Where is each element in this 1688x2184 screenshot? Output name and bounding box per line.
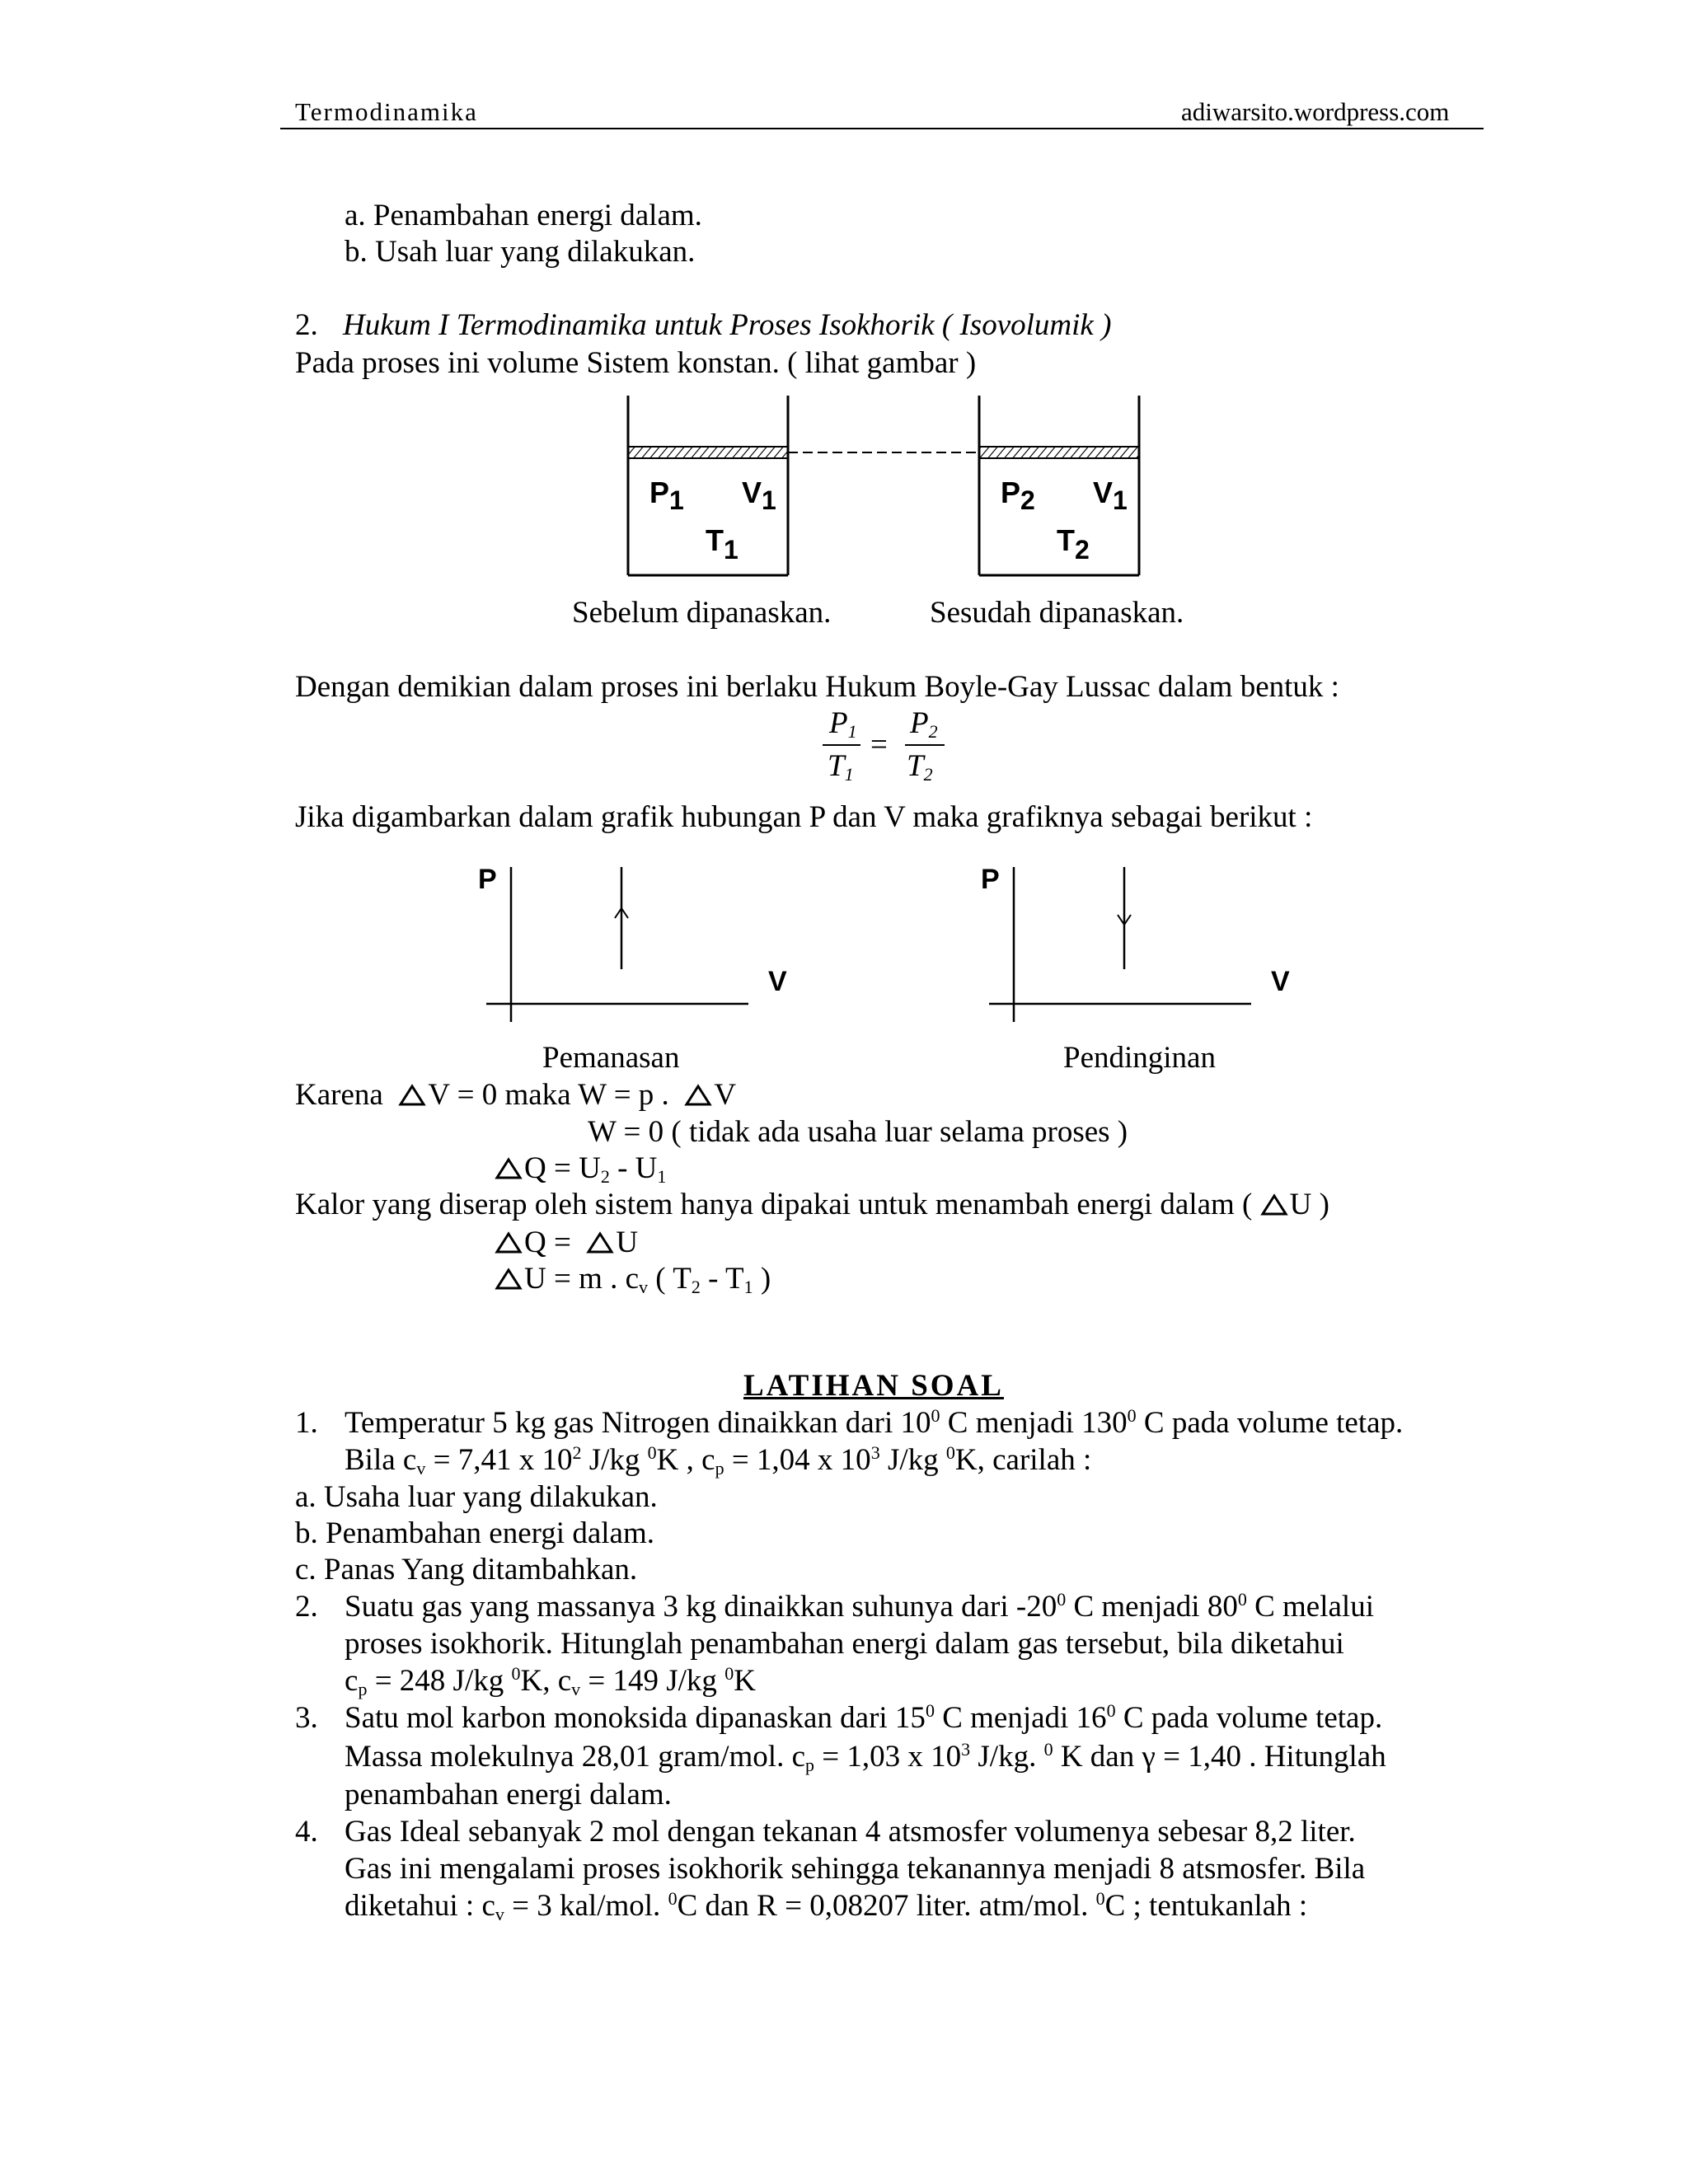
graph-intro: Jika digambarkan dalam grafik hubungan P dan V maka grafiknya sebagai berikut : [295, 800, 1313, 834]
list-item-b: b. Usah luar yang dilakukan. [345, 235, 696, 269]
fraction-bar-right [905, 744, 945, 746]
section-title: Hukum I Termodinamika untuk Proses Isokhorik ( Isovolumik ) [343, 308, 1112, 342]
graph-heating [470, 857, 816, 1030]
delta-icon [495, 1157, 523, 1180]
eq-dq: $Q = U_2 - U_1$ [495, 1151, 666, 1187]
label-p-after: P2 [1001, 476, 1035, 515]
eq-dq-du: Q = U [495, 1225, 638, 1261]
graph-cooling-x-label: V [1271, 966, 1290, 997]
label-p-before: P1 [649, 476, 684, 515]
section-number: 2. [295, 308, 318, 342]
fraction-bar-left [823, 744, 860, 746]
graph-heating-x-label: V [768, 966, 787, 997]
label-t-before: T1 [706, 523, 738, 565]
piston-after [979, 447, 1139, 458]
eq-kalor: Kalor yang diserap oleh sistem hanya dipakai untuk menambah energi dalam ( U ) [295, 1188, 1329, 1221]
formula-equals: = [870, 728, 888, 762]
q2-number: 2. [295, 1590, 318, 1624]
label-v-before: V1 [742, 476, 776, 515]
delta-icon [586, 1231, 614, 1254]
q1-item-c: c. Panas Yang ditambahkan. [295, 1553, 638, 1586]
delta-icon [1260, 1193, 1288, 1216]
formula-t2: $T_2$ [907, 749, 933, 785]
piston-before [628, 447, 788, 458]
section-intro: Pada proses ini volume Sistem konstan. ( lihat gambar ) [295, 346, 977, 380]
header-right: adiwarsito.wordpress.com [1181, 97, 1450, 126]
boyle-text: Dengan demikian dalam proses ini berlaku Hukum Boyle-Gay Lussac dalam bentuk : [295, 670, 1339, 704]
q2-line1: Suatu gas yang massanya 3 kg dinaikkan suhunya dari $-20^0$ C menjadi $80^0$ C melalui [345, 1589, 1374, 1624]
formula-t1: $T_1$ [828, 749, 854, 785]
formula-p1: $P_1$ [829, 706, 857, 742]
caption-cooling: Pendinginan [1063, 1041, 1216, 1075]
q2-line3: $c_p = 248$ J/kg $^0$K, $c_v = 149$ J/kg $^0$K [345, 1663, 756, 1699]
q1-item-b: b. Penambahan energi dalam. [295, 1516, 654, 1550]
q1-number: 1. [295, 1406, 318, 1440]
q1-item-a: a. Usaha luar yang dilakukan. [295, 1480, 658, 1514]
q4-line3: diketahui : $c_v = 3$ kal/mol. $^0$C dan R = 0,08207 liter. atm/mol. $^0$C ; tentukanlah : [345, 1888, 1308, 1924]
header-rule [280, 128, 1484, 129]
formula-p2: $P_2$ [910, 706, 938, 742]
exercises-title: LATIHAN SOAL [743, 1369, 1004, 1403]
delta-icon [398, 1084, 426, 1107]
eq-karena: Karena V = 0 maka W = p . V [295, 1078, 737, 1112]
delta-icon [684, 1084, 712, 1107]
eq-w-zero: W = 0 ( tidak ada usaha luar selama proses ) [588, 1115, 1128, 1149]
q2-line2: proses isokhorik. Hitunglah penambahan energi dalam gas tersebut, bila diketahui [345, 1627, 1344, 1661]
delta-icon [495, 1231, 523, 1254]
q4-line1: Gas Ideal sebanyak 2 mol dengan tekanan 4 atsmosfer volumenya sebesar 8,2 liter. [345, 1815, 1356, 1849]
eq-du: U = m . $c_v$ ( $T_2 - T_1$ ) [495, 1261, 771, 1297]
caption-after: Sesudah dipanaskan. [930, 596, 1184, 630]
graph-cooling [973, 857, 1319, 1030]
q3-number: 3. [295, 1701, 318, 1735]
header-left: Termodinamika [295, 97, 478, 126]
containers-diagram [610, 387, 1170, 585]
caption-heating: Pemanasan [542, 1041, 680, 1075]
delta-icon [495, 1268, 523, 1291]
q4-number: 4. [295, 1815, 318, 1849]
q3-line2: Massa molekulnya 28,01 gram/mol. $c_p = 1,03$ x $10^3$ J/kg. $^0$ K dan γ = 1,40 . Hitunglah [345, 1739, 1386, 1775]
graph-cooling-y-label: P [981, 864, 1000, 895]
q3-line3: penambahan energi dalam. [345, 1778, 672, 1811]
q1-line1: Temperatur 5 kg gas Nitrogen dinaikkan dari $10^0$ C menjadi $130^0$ C pada volume tetap. [345, 1405, 1404, 1440]
caption-before: Sebelum dipanaskan. [572, 596, 832, 630]
label-v-after: V1 [1093, 476, 1128, 515]
q1-line2: Bila $c_v = 7,41$ x $10^2$ J/kg $^0$K , $c_p = 1,04$ x $10^3$ J/kg $^0$K, carilah : [345, 1442, 1092, 1479]
label-t-after: T2 [1057, 523, 1090, 565]
q3-line1: Satu mol karbon monoksida dipanaskan dari $15^0$ C menjadi $16^0$ C pada volume tetap. [345, 1700, 1383, 1735]
q4-line2: Gas ini mengalami proses isokhorik sehingga tekanannya menjadi 8 atsmosfer. Bila [345, 1852, 1366, 1886]
list-item-a: a. Penambahan energi dalam. [345, 199, 702, 232]
graph-heating-y-label: P [478, 864, 497, 895]
boyle-formula [819, 705, 951, 796]
